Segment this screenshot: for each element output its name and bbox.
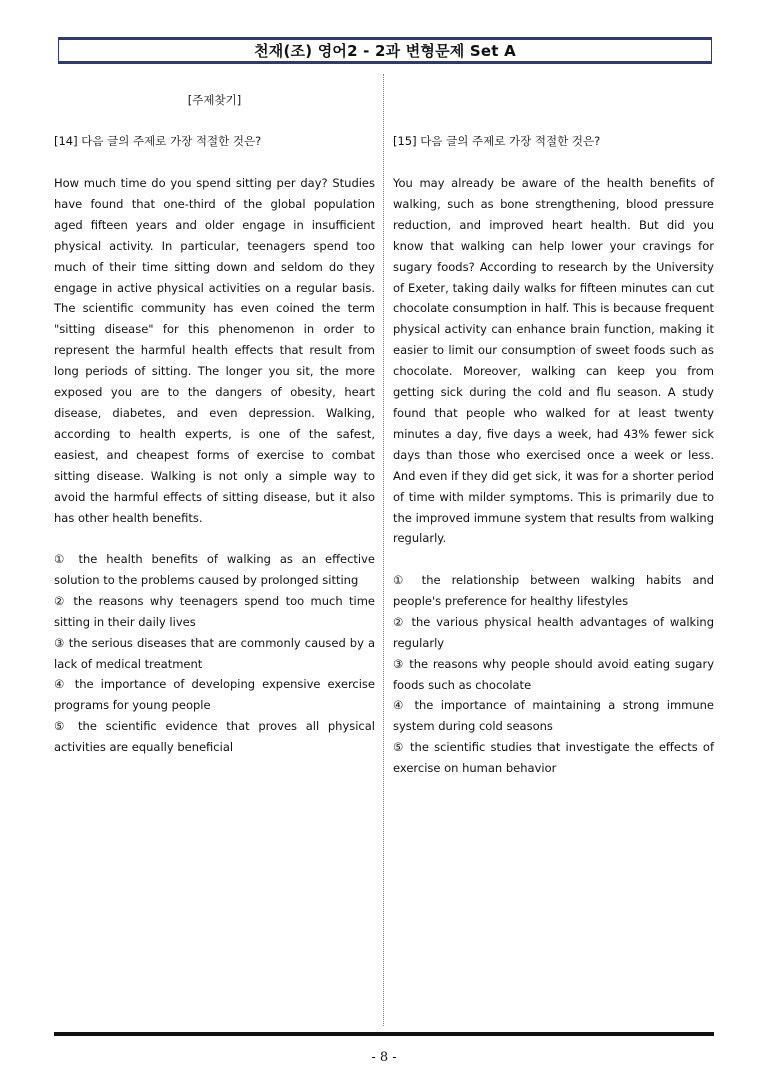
option-item: ② the reasons why teenagers spend too much time sitting in their daily lives — [54, 593, 375, 629]
question-15-options — [393, 570, 714, 779]
question-14-options — [54, 549, 375, 758]
option-item: ⑤ the scientific evidence that proves all physical activities are equally beneficial — [54, 719, 375, 755]
footer-rule — [54, 1032, 714, 1036]
option-item: ① the health benefits of walking as an effective solution to the problems caused by prolonged sitting — [54, 552, 375, 587]
question-15-passage: You may already be aware of the health benefits of walking, such as bone strengthening, blood pressure reduction, and improved heart health. But did you know that walking can help lower your cravings for sugary foods? According to research by the University of Exeter, taking daily walks for fifteen minutes can cut chocolate consumption in half. This is because frequent physical activity can enhance brain function, making it easier to limit our consumption of sweet foods such as chocolate. Moreover, walking can keep you from getting sick during the cold and flu season. A study found that people who walked for at least twenty minutes a day, five days a week, had 43% fewer sick days than those who exercised once a week or less. And even if they did get sick, it was for a shorter period of time with milder symptoms. This is primarily due to the improved immune system that results from walking regularly. — [393, 176, 714, 546]
section-label: [주제찾기] — [187, 93, 242, 107]
column-divider — [383, 74, 384, 1026]
question-14-passage: How much time do you spend sitting per day? Studies have found that one-third of the global population aged fifteen years and older engage in insufficient physical activity. In particular, teenagers spend too much of their time sitting down and seldom do they engage in active physical activities on a regular basis. The scientific community has even coined the term "sitting disease" for this phenomenon in order to represent the harmful health effects that result from long periods of sitting. The longer you sit, the more exposed you are to the dangers of obesity, heart disease, diabetes, and even depression. Walking, according to health experts, is one of the safest, easiest, and cheapest forms of exercise to combat sitting disease. Walking is not only a simple way to avoid the harmful effects of sitting disease, but it also has other health benefits. — [54, 176, 375, 525]
page-title: 천재(조) 영어2 - 2과 변형문제 Set A — [254, 42, 516, 60]
header-box — [58, 37, 712, 64]
option-item: ④ the importance of maintaining a strong immune system during cold seasons — [393, 698, 714, 734]
option-item: ④ the importance of developing expensive exercise programs for young people — [54, 677, 375, 713]
page-number: - 8 - — [371, 1050, 397, 1065]
question-14-title: [14] 다음 글의 주제로 가장 적절한 것은? — [54, 134, 262, 148]
option-item: ⑤ the scientific studies that investigate the effects of exercise on human behavior — [393, 740, 714, 776]
option-item: ③ the reasons why people should avoid eating sugary foods such as chocolate — [393, 656, 714, 692]
option-item: ① the relationship between walking habits and people's preference for healthy lifestyles — [393, 573, 714, 608]
option-item: ③ the serious diseases that are commonly caused by a lack of medical treatment — [54, 635, 375, 671]
question-15-title: [15] 다음 글의 주제로 가장 적절한 것은? — [393, 134, 601, 148]
option-item: ② the various physical health advantages of walking regularly — [393, 614, 714, 650]
